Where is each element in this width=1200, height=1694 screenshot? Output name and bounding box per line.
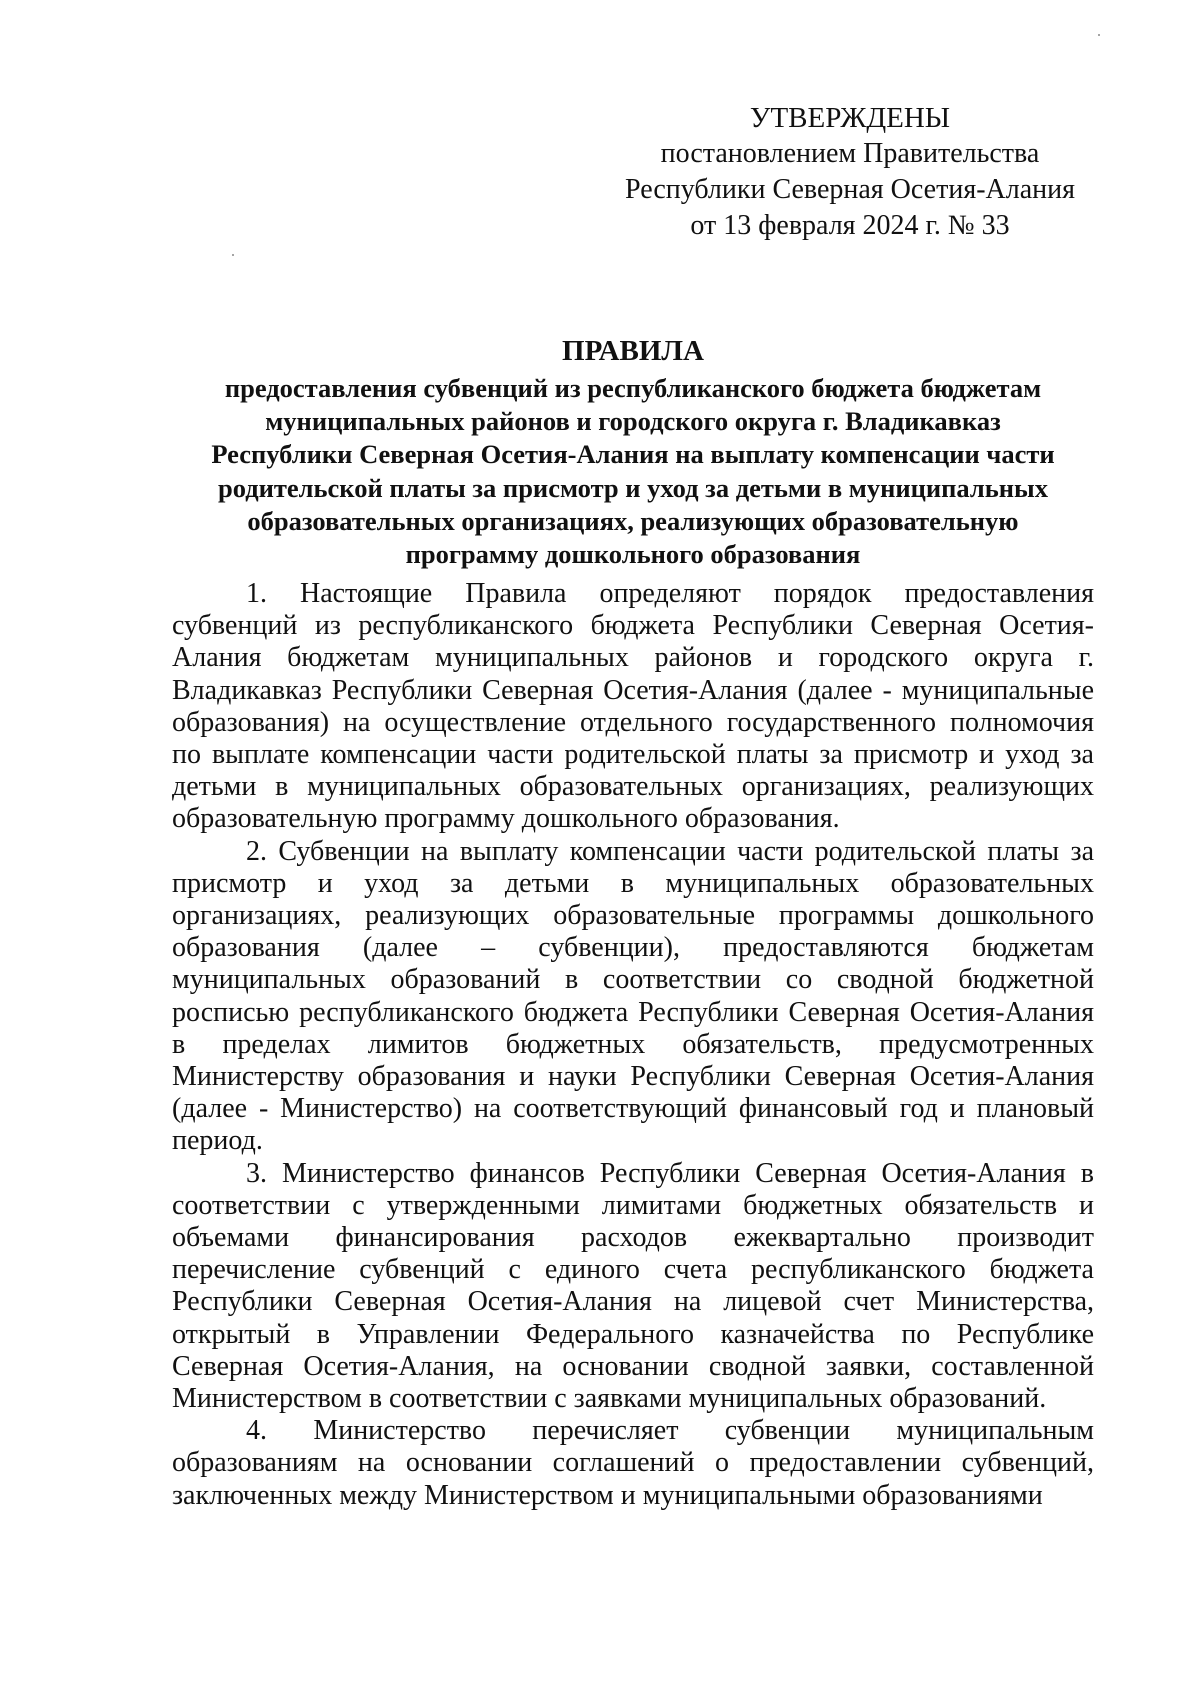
approval-word: УТВЕРЖДЕНЫ (749, 102, 951, 134)
scan-speck (232, 254, 234, 256)
scan-speck (1098, 34, 1100, 36)
approval-line-3: от 13 февраля 2024 г. № 33 (690, 210, 1010, 241)
document-subtitle-line: Республики Северная Осетия-Алания на выплату компенсации части (211, 439, 1055, 470)
document-subtitle-line: муниципальных районов и городского округа г. Владикавказ (265, 406, 1001, 437)
paragraph-4: 4. Министерство перечисляет субвенции муниципальным образованиям на основании соглашений о предоставлении субвенций, заключенных между Министерством и муниципальными образованиями (172, 1415, 1094, 1511)
approval-line-2: Республики Северная Осетия-Алания (625, 174, 1075, 205)
document-body (172, 578, 1094, 1512)
document-title-block (168, 332, 1098, 571)
paragraph-2: 2. Субвенции на выплату компенсации части родительской платы за присмотр и уход за детьми в муниципальных образовательных организациях, реализующих образовательные программы дошкольного образования (далее – субвенции), предоставляются бюджетам муниципальных образований в соответствии со сводной бюджетной росписью республиканского бюджета Республики Северная Осетия-Алания в пределах лимитов бюджетных обязательств, предусмотренных Министерству образования и науки Республики Северная Осетия-Алания (далее - Министерство) на соответствующий финансовый год и плановый период. (172, 835, 1094, 1157)
document-subtitle-line: программу дошкольного образования (405, 539, 861, 570)
document-subtitle-line: предоставления субвенций из республиканского бюджета бюджетам (224, 373, 1042, 403)
paragraph-1: 1. Настоящие Правила определяют порядок предоставления субвенций из республиканского бюджета Республики Северная Осетия-Алания бюджетам муниципальных районов и городского округа г. Владикавказ Республики Северная Осетия-Алания (далее - муниципальные образования) на осуществление отдельного государственного полномочия по выплате компенсации части родительской платы за присмотр и уход за детьми в муниципальных образовательных организациях, реализующих образовательную программу дошкольного образования. (172, 578, 1094, 835)
approval-stamp-block (600, 100, 1100, 244)
paragraph-3: 3. Министерство финансов Республики Северная Осетия-Алания в соответствии с утвержденными лимитами бюджетных обязательств и объемами финансирования расходов ежеквартально производит перечисление субвенций с единого счета республиканского бюджета Республики Северная Осетия-Алания на лицевой счет Министерства, открытый в Управлении Федерального казначейства по Республике Северная Осетия-Алания, на основании сводной заявки, составленной Министерством в соответствии с заявками муниципальных образований. (172, 1157, 1094, 1415)
document-subtitle-line: родительской платы за присмотр и уход за детьми в муниципальных (217, 472, 1048, 503)
document-title: ПРАВИЛА (562, 335, 704, 367)
document-subtitle-line: образовательных организациях, реализующих образовательную (247, 505, 1019, 536)
approval-line-1: постановлением Правительства (660, 138, 1040, 169)
